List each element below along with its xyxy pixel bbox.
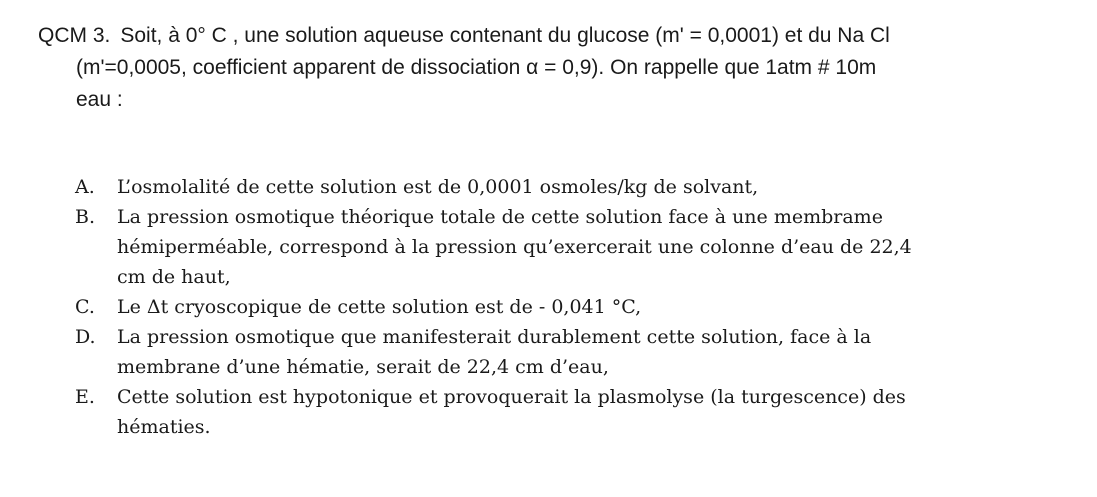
- option-text-line: La pression osmotique théorique totale de cette solution face à une membrame: [117, 206, 883, 228]
- option-e: [75, 382, 1055, 442]
- answer-options: [75, 172, 1055, 442]
- option-letter: A.: [75, 176, 95, 198]
- option-text-line: L’osmolalité de cette solution est de 0,0001 osmoles/kg de solvant,: [117, 176, 759, 198]
- option-text-line: cm de haut,: [117, 266, 231, 288]
- question-stem: [38, 20, 1058, 116]
- option-text-line: hémiperméable, correspond à la pression qu’exercerait une colonne d’eau de 22,4: [117, 236, 912, 258]
- option-text-line: La pression osmotique que manifesterait durablement cette solution, face à la: [117, 326, 872, 348]
- question-line-3: [38, 84, 1058, 116]
- option-d: [75, 322, 1055, 382]
- question-text-line-2: (m'=0,0005, coefficient apparent de dissociation α = 0,9). On rappelle que 1atm # 10m: [76, 56, 877, 79]
- question-line-2: [38, 52, 1058, 84]
- question-text-line-3: eau :: [76, 88, 123, 111]
- option-letter: C.: [75, 296, 95, 318]
- option-text-line: Cette solution est hypotonique et provoquerait la plasmolyse (la turgescence) des: [117, 386, 906, 408]
- option-c: [75, 292, 1055, 322]
- option-letter: B.: [75, 206, 96, 228]
- question-line-1: [38, 20, 1058, 52]
- option-letter: E.: [75, 386, 95, 408]
- question-label: QCM 3.: [38, 24, 111, 47]
- option-b: [75, 202, 1055, 292]
- question-text-line-1: Soit, à 0° C , une solution aqueuse contenant du glucose (m' = 0,0001) et du Na Cl: [120, 24, 890, 47]
- option-text-line: hématies.: [117, 416, 211, 438]
- option-a: [75, 172, 1055, 202]
- option-text-line: membrane d’une hématie, serait de 22,4 cm d’eau,: [117, 356, 609, 378]
- option-letter: D.: [75, 326, 96, 348]
- option-text-line: Le Δt cryoscopique de cette solution est de - 0,041 °C,: [117, 296, 642, 318]
